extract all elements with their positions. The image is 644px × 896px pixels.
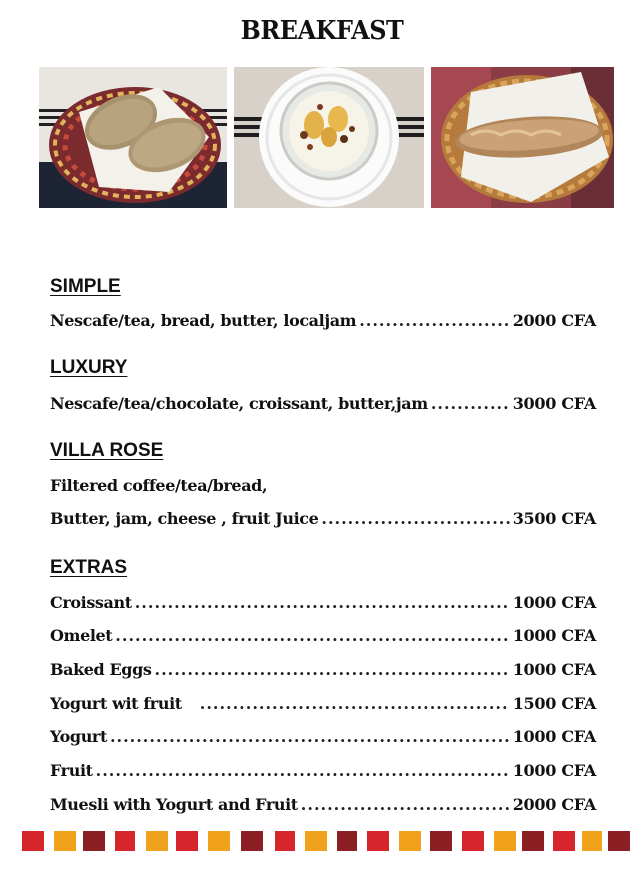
menu-item-price: 1000 CFA (512, 761, 596, 780)
decorative-square-border (0, 831, 644, 857)
square-red (553, 831, 575, 851)
menu-item-muesli (50, 795, 596, 814)
section-heading-extras: EXTRAS (50, 557, 128, 578)
square-red (275, 831, 295, 851)
dot-leader (155, 660, 510, 679)
menu-item-name: Nescafe/tea/chocolate, croissant, butter,jam (50, 394, 428, 413)
dot-leader (96, 761, 510, 780)
square-maroon (608, 831, 630, 851)
square-orange (399, 831, 421, 851)
menu-item-croissant (50, 593, 596, 612)
square-orange (582, 831, 602, 851)
dot-leader (135, 593, 510, 612)
page-title: BREAKFAST (240, 16, 404, 46)
section-heading-luxury: LUXURY (50, 357, 128, 378)
dot-leader (200, 694, 510, 713)
square-red (115, 831, 135, 851)
menu-item-price: 3000 CFA (512, 394, 596, 413)
menu-item-price: 2000 CFA (512, 795, 596, 814)
menu-item-description: Filtered coffee/tea/bread, (50, 476, 268, 495)
square-maroon (83, 831, 105, 851)
menu-item-price: 2000 CFA (512, 311, 596, 330)
square-red (22, 831, 44, 851)
menu-item-name: Yogurt wit fruit (50, 694, 182, 713)
menu-item-fruit (50, 761, 596, 780)
section-heading-simple: SIMPLE (50, 276, 121, 297)
menu-item-name: Omelet (50, 626, 113, 645)
square-orange (54, 831, 76, 851)
menu-item-name: Yogurt (50, 727, 107, 746)
section-heading-villa-rose: VILLA ROSE (50, 440, 164, 461)
dot-leader (431, 394, 510, 413)
yogurt-bowl-photo (234, 67, 424, 208)
menu-item-name: Nescafe/tea, bread, butter, localjam (50, 311, 357, 330)
square-orange (494, 831, 516, 851)
menu-item-villa-rose (50, 509, 596, 528)
menu-item-omelet (50, 626, 596, 645)
square-maroon (337, 831, 357, 851)
menu-item-price: 1500 CFA (512, 694, 596, 713)
menu-item-luxury (50, 394, 596, 413)
dot-leader (359, 311, 510, 330)
menu-item-simple (50, 311, 596, 330)
baguette-basket-photo (431, 67, 614, 208)
menu-item-price: 1000 CFA (512, 660, 596, 679)
menu-item-name: Muesli with Yogurt and Fruit (50, 795, 298, 814)
dot-leader (110, 727, 510, 746)
dot-leader (301, 795, 510, 814)
menu-item-name: Croissant (50, 593, 132, 612)
dot-leader (321, 509, 509, 528)
square-orange (305, 831, 327, 851)
menu-item-yogurt-fruit (50, 694, 596, 713)
square-orange (146, 831, 168, 851)
square-orange (208, 831, 230, 851)
square-red (462, 831, 484, 851)
dot-leader (115, 626, 509, 645)
menu-item-baked-eggs (50, 660, 596, 679)
square-maroon (430, 831, 452, 851)
menu-item-price: 1000 CFA (512, 626, 596, 645)
menu-item-price: 1000 CFA (512, 727, 596, 746)
menu-item-name: Fruit (50, 761, 93, 780)
square-red (176, 831, 198, 851)
square-red (367, 831, 389, 851)
square-maroon (241, 831, 263, 851)
bread-basket-photo (39, 67, 227, 208)
square-maroon (522, 831, 544, 851)
menu-item-price: 3500 CFA (512, 509, 596, 528)
menu-item-name: Butter, jam, cheese , fruit Juice (50, 509, 319, 528)
menu-item-yogurt (50, 727, 596, 746)
menu-item-price: 1000 CFA (512, 593, 596, 612)
menu-item-name: Baked Eggs (50, 660, 152, 679)
